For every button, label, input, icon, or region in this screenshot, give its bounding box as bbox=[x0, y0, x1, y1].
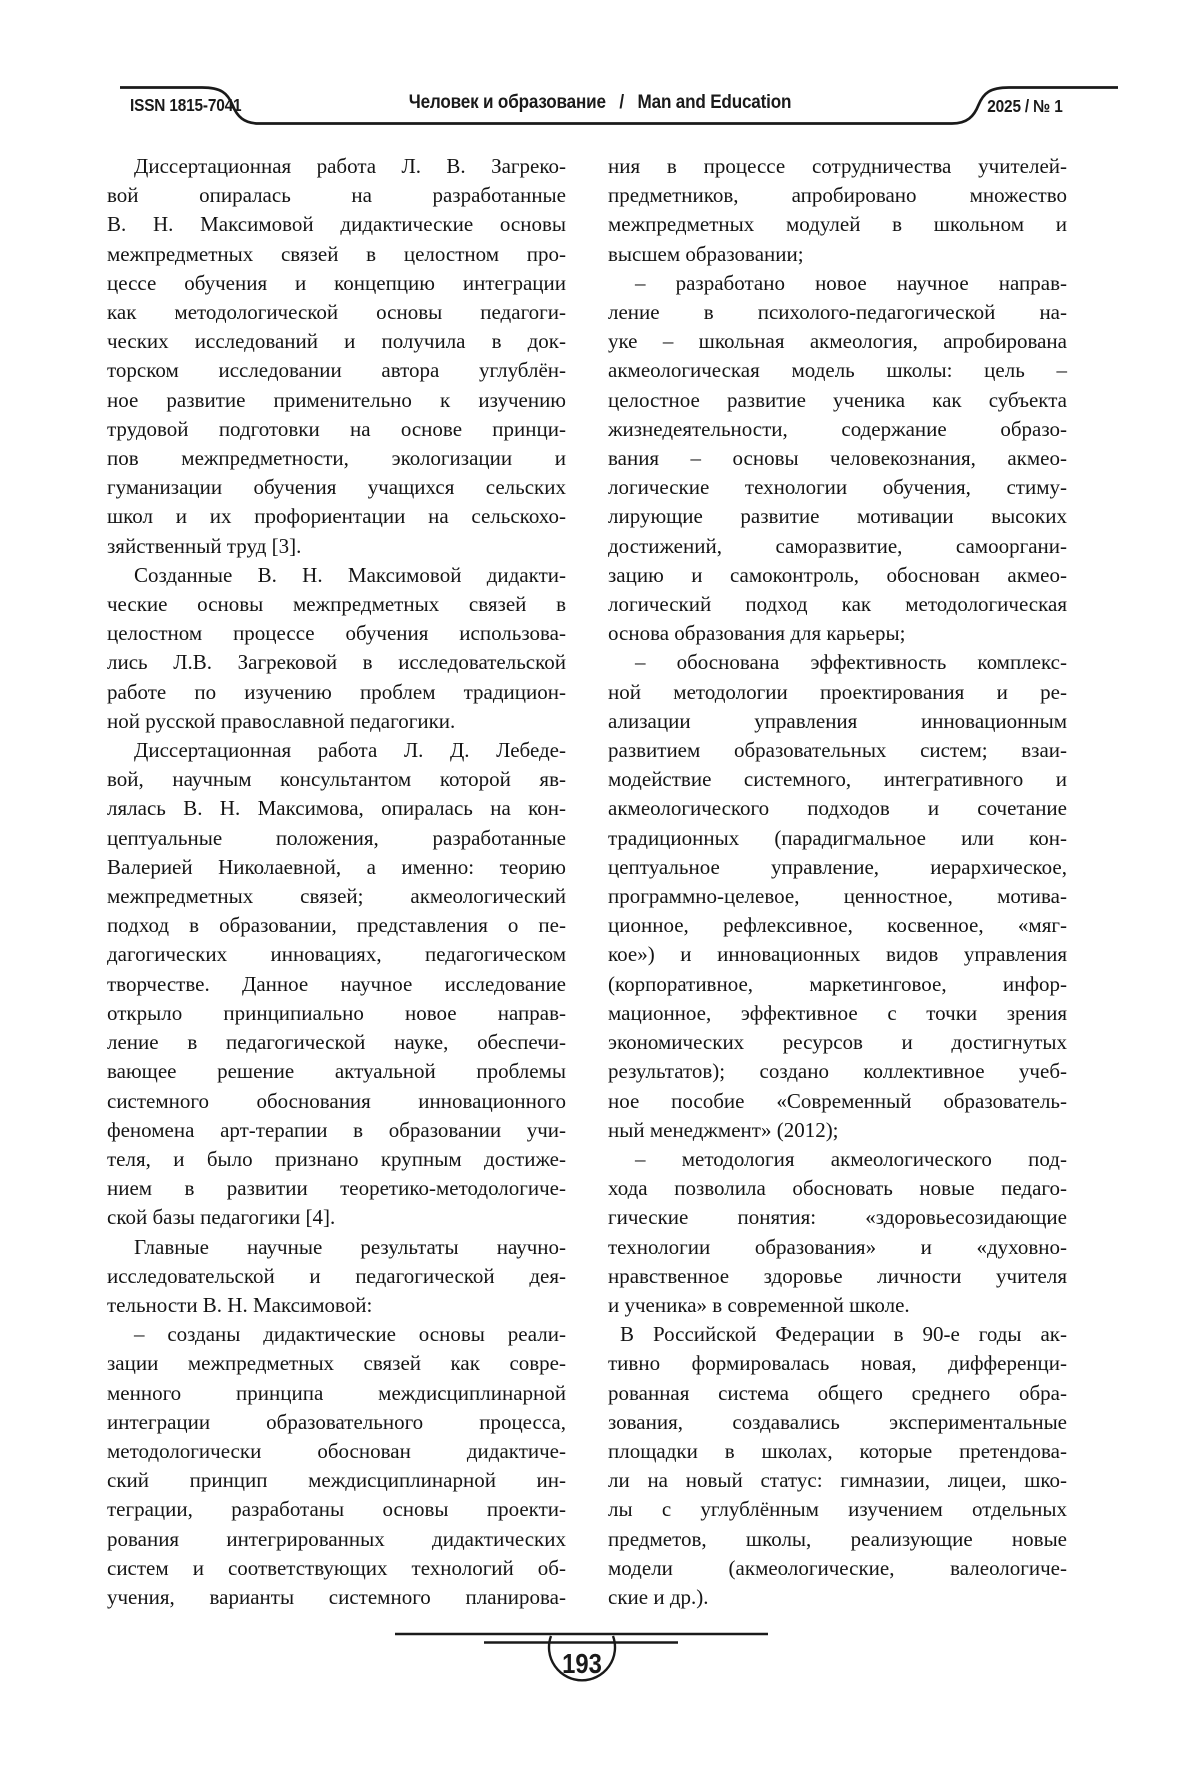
text-line: зования, создавались экспериментальные bbox=[608, 1409, 1067, 1434]
text-line: Диссертационная работа Л. В. Загреко- bbox=[134, 154, 566, 178]
text-line: гические понятия: «здоровьесозидающие bbox=[608, 1205, 1067, 1230]
text-line: торском исследовании автора углублён- bbox=[107, 358, 566, 383]
text-line: лись Л.В. Загрековой в исследовательской bbox=[107, 650, 566, 675]
journal-title-en: Man and Education bbox=[637, 92, 792, 113]
text-line: Валерией Николаевной, а именно: теорию bbox=[107, 854, 566, 879]
text-line: акмеологического подходов и сочетание bbox=[608, 796, 1067, 821]
text-line: лялась В. Н. Максимова, опиралась на кон- bbox=[107, 796, 566, 821]
text-line: Созданные В. Н. Максимовой дидакти- bbox=[134, 562, 566, 587]
text-line: открыло принципиально новое направ- bbox=[107, 1000, 566, 1025]
text-line: экономических ресурсов и достигнутых bbox=[608, 1030, 1067, 1055]
text-line: нием в развитии теоретико-методологиче- bbox=[107, 1176, 566, 1201]
text-line: вой опиралась на разработанные bbox=[107, 183, 566, 208]
text-line: цессе обучения и концепцию интеграции bbox=[107, 270, 566, 295]
text-line: ализации управления инновационным bbox=[608, 708, 1067, 733]
text-line: жизнедеятельности, содержание образо- bbox=[608, 416, 1067, 441]
text-line: Главные научные результаты научно- bbox=[134, 1234, 566, 1259]
text-line: мационное, эффективное с точки зрения bbox=[608, 1000, 1067, 1025]
text-line: зацию и самоконтроль, обоснован акмео- bbox=[608, 562, 1067, 587]
text-line: вой, научным консультантом которой яв- bbox=[107, 767, 566, 792]
text-line: основа образования для карьеры; bbox=[608, 621, 906, 646]
text-line: лирующие развитие мотивации высоких bbox=[608, 504, 1067, 529]
text-line: тельности В. Н. Максимовой: bbox=[107, 1292, 373, 1317]
left-column bbox=[107, 152, 566, 1612]
text-line: рованная система общего среднего обра- bbox=[608, 1380, 1067, 1405]
text-line: систем и соответствующих технологий об- bbox=[107, 1555, 566, 1580]
text-line: подход в образовании, представления о пе- bbox=[107, 913, 566, 938]
text-line: – обоснована эффективность комплекс- bbox=[635, 650, 1067, 675]
issn-label: ISSN 1815-7041 bbox=[130, 95, 242, 115]
text-line: уке – школьная акмеология, апробирована bbox=[608, 329, 1067, 354]
text-line: и ученика» в современной школе. bbox=[608, 1292, 910, 1317]
text-line: исследовательской и педагогической дея- bbox=[107, 1263, 566, 1288]
text-line: логические технологии обучения, стиму- bbox=[608, 475, 1067, 500]
text-line: рования интегрированных дидактических bbox=[107, 1526, 566, 1551]
text-line: Диссертационная работа Л. Д. Лебеде- bbox=[134, 738, 566, 763]
text-line: технологии образования» и «духовно- bbox=[608, 1234, 1067, 1259]
text-line: ной методологии проектирования и ре- bbox=[608, 679, 1067, 704]
text-line: как методологической основы педагоги- bbox=[107, 300, 566, 325]
text-line: интеграции образовательного процесса, bbox=[107, 1409, 566, 1434]
text-line: логический подход как методологическая bbox=[608, 592, 1067, 617]
text-line: межпредметных связей; акмеологический bbox=[107, 884, 566, 909]
text-line: высшем образовании; bbox=[608, 241, 804, 266]
text-line: тивно формировалась новая, дифференци- bbox=[608, 1351, 1067, 1376]
text-line: нравственное здоровье личности учителя bbox=[608, 1263, 1067, 1288]
text-line: традиционных (парадигмальное или кон- bbox=[608, 825, 1067, 850]
text-line: модели (акмеологические, валеологиче- bbox=[608, 1555, 1067, 1580]
text-line: лы с углублённым изучением отдельных bbox=[608, 1497, 1067, 1522]
text-line: ление в психолого-педагогической на- bbox=[608, 300, 1067, 325]
text-line: хода позволила обосновать новые педаго- bbox=[608, 1176, 1067, 1201]
text-line: целостном процессе обучения использова- bbox=[107, 621, 566, 646]
text-line: – созданы дидактические основы реали- bbox=[134, 1322, 566, 1347]
text-line: зяйственный труд [3]. bbox=[107, 533, 302, 558]
text-line: ский принцип междисциплинарной ин- bbox=[107, 1468, 566, 1493]
text-line: ской базы педагогики [4]. bbox=[107, 1205, 336, 1230]
text-line: акмеологическая модель школы: цель – bbox=[608, 358, 1067, 383]
text-line: целостное развитие ученика как субъекта bbox=[608, 387, 1067, 412]
text-line: вающее решение актуальной проблемы bbox=[107, 1059, 566, 1084]
text-line: ное развитие применительно к изучению bbox=[107, 387, 566, 412]
text-line: развитием образовательных систем; взаи- bbox=[608, 738, 1067, 763]
text-line: ские и др.). bbox=[608, 1584, 709, 1609]
text-line: ческие основы межпредметных связей в bbox=[107, 592, 566, 617]
journal-title-ru: Человек и образование bbox=[408, 92, 606, 113]
text-line: ния в процессе сотрудничества учителей- bbox=[608, 154, 1067, 178]
journal-title bbox=[409, 92, 792, 114]
text-line: В. Н. Максимовой дидактические основы bbox=[107, 212, 566, 237]
text-line: методологически обоснован дидактиче- bbox=[107, 1438, 566, 1463]
text-line: программно-целевое, ценностное, мотива- bbox=[608, 884, 1067, 909]
page-number: 193 bbox=[562, 1648, 602, 1679]
text-line: предметников, апробировано множество bbox=[608, 183, 1067, 208]
text-line: ный менеджмент» (2012); bbox=[608, 1117, 839, 1142]
text-line: школ и их профориентации на сельскохо- bbox=[107, 504, 566, 529]
text-line: межпредметных связей в целостном про- bbox=[107, 241, 566, 266]
text-line: предметов, школы, реализующие новые bbox=[608, 1526, 1067, 1551]
text-line: ление в педагогической науке, обеспечи- bbox=[107, 1030, 566, 1055]
text-line: учения, варианты системного планирова- bbox=[107, 1584, 566, 1609]
text-line: результатов); создано коллективное учеб- bbox=[608, 1059, 1067, 1084]
text-line: дагогических инновациях, педагогическом bbox=[107, 942, 566, 967]
text-line: ческих исследований и получила в док- bbox=[107, 329, 566, 354]
text-line: творчестве. Данное научное исследование bbox=[107, 971, 566, 996]
text-line: ционное, рефлексивное, косвенное, «мяг- bbox=[608, 913, 1067, 938]
text-line: вания – основы человекознания, акмео- bbox=[608, 446, 1067, 471]
text-line: феномена арт-терапии в образовании учи- bbox=[107, 1117, 566, 1142]
issue-label: 2025 / № 1 bbox=[987, 96, 1063, 116]
text-line: трудовой подготовки на основе принци- bbox=[107, 416, 566, 441]
text-line: гуманизации обучения учащихся сельских bbox=[107, 475, 566, 500]
text-line: – методология акмеологического под- bbox=[635, 1146, 1067, 1171]
text-line: (корпоративное, маркетинговое, инфор- bbox=[608, 971, 1067, 996]
text-line: работе по изучению проблем традицион- bbox=[107, 679, 566, 704]
journal-title-separator: / bbox=[619, 92, 624, 113]
text-line: – разработано новое научное направ- bbox=[635, 270, 1067, 295]
text-line: кое») и инновационных видов управления bbox=[608, 942, 1067, 967]
text-line: зации межпредметных связей как совре- bbox=[107, 1351, 566, 1376]
text-line: ное пособие «Современный образователь- bbox=[608, 1088, 1067, 1113]
text-line: модействие системного, интегративного и bbox=[608, 767, 1067, 792]
text-line: теграции, разработаны основы проекти- bbox=[107, 1497, 566, 1522]
text-line: достижений, саморазвитие, самооргани- bbox=[608, 533, 1067, 558]
right-column bbox=[608, 152, 1067, 1612]
text-line: цептуальное управление, иерархическое, bbox=[608, 854, 1067, 879]
text-line: цептуальные положения, разработанные bbox=[107, 825, 566, 850]
text-line: ли на новый статус: гимназии, лицеи, шко- bbox=[608, 1468, 1067, 1493]
text-line: ной русской православной педагогики. bbox=[107, 708, 456, 733]
text-line: теля, и было признано крупным достиже- bbox=[107, 1146, 566, 1171]
text-line: площадки в школах, которые претендова- bbox=[608, 1438, 1067, 1463]
text-line: менного принципа междисциплинарной bbox=[107, 1380, 566, 1405]
text-line: межпредметных модулей в школьном и bbox=[608, 212, 1067, 237]
text-line: системного обоснования инновационного bbox=[107, 1088, 566, 1113]
text-line: пов межпредметности, экологизации и bbox=[107, 446, 566, 471]
text-line: В Российской Федерации в 90-е годы ак- bbox=[620, 1322, 1067, 1347]
